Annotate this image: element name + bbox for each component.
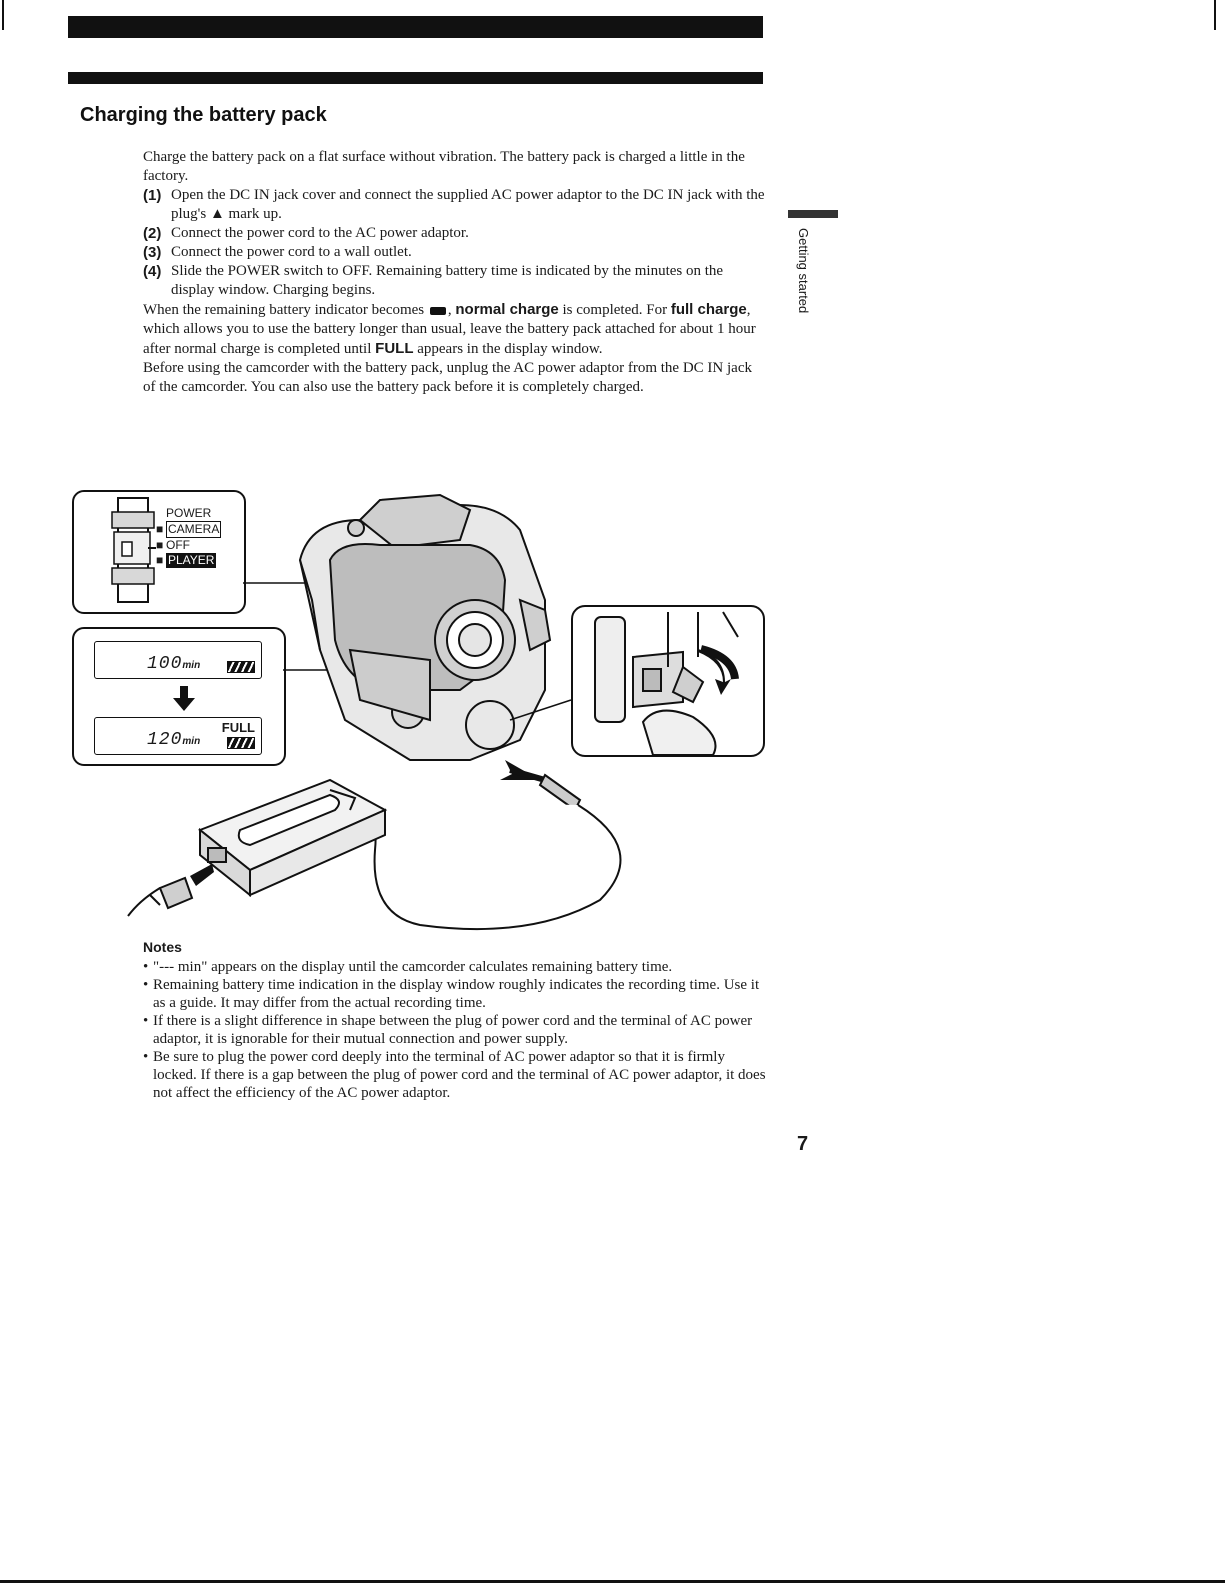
minutes-unit: min [182, 660, 201, 671]
note-item: • "--- min" appears on the display until the camcorder calculates remaining battery time. [143, 958, 768, 976]
step-text: Connect the power cord to a wall outlet. [171, 244, 412, 260]
dc-in-detail-panel [571, 605, 765, 757]
power-switch-labels: POWER ■ CAMERA ■ OFF ■ PLAYER [156, 506, 220, 567]
power-label: POWER [166, 506, 212, 520]
remaining-minutes: 100 [147, 654, 183, 674]
step-text: Open the DC IN jack cover and connect the supplied AC power adaptor to the DC IN jack with the plug's ▲ mark up. [171, 187, 765, 222]
section-tab [784, 228, 811, 328]
lcd-before [94, 641, 262, 679]
position-player: PLAYER [168, 553, 215, 567]
remaining-minutes: 120 [147, 730, 183, 750]
intro-paragraph: Charge the battery pack on a flat surface without vibration. The battery pack is charged a little in the factory. [143, 149, 745, 184]
notes-section [143, 938, 768, 1102]
page-number: 7 [797, 1133, 809, 1155]
battery-level-icon [227, 661, 255, 673]
notes-list [143, 958, 768, 1102]
step-number: (3) [143, 244, 162, 261]
step-text: Slide the POWER switch to OFF. Remaining battery time is indicated by the minutes on the display window. Charging begins. [171, 263, 724, 298]
full-term: FULL [375, 340, 414, 357]
crop-mark-right [1214, 0, 1216, 30]
header-bar-top [68, 16, 763, 38]
full-charge-term: full charge [670, 301, 747, 318]
battery-full-icon [430, 307, 446, 315]
charge-paragraph: When the remaining battery indicator becomes , normal charge is completed. For full charge, which allows you to use the battery longer than usual, leave the battery pack attached for about 1 hour after normal charge is completed until FULL appears in the display window. [143, 301, 756, 357]
note-item: • Remaining battery time indication in the display window roughly indicates the recording time. Use it as a guide. It may differ from the actual recording time. [143, 976, 768, 1012]
note-item: • If there is a slight difference in shape between the plug of power cord and the terminal of AC power adaptor, it is ignorable for their mutual connection and power supply. [143, 1012, 768, 1048]
step-number: (2) [143, 225, 162, 242]
section-tab-marker [788, 210, 838, 218]
minutes-unit: min [182, 736, 201, 747]
note-item: • Be sure to plug the power cord deeply into the terminal of AC power adaptor so that it is firmly locked. If there is a gap between the plug of power cord and the terminal of AC power adaptor, it does not affect the efficiency of the AC power adaptor. [143, 1048, 768, 1102]
step-3 [143, 243, 768, 262]
crop-mark-left [2, 0, 4, 30]
step-4 [143, 262, 768, 300]
normal-charge-term: normal charge [455, 301, 559, 318]
full-indicator: FULL [221, 720, 255, 735]
display-window-panel [72, 627, 286, 766]
step-number: (1) [143, 187, 162, 204]
battery-level-icon [227, 737, 255, 749]
instructions [143, 148, 768, 397]
down-arrow-icon [172, 686, 196, 712]
lcd-after [94, 717, 262, 755]
step-number: (4) [143, 263, 162, 280]
dc-in-jack-illustration [573, 607, 763, 755]
page-title: Charging the battery pack [80, 104, 327, 126]
step-1 [143, 186, 768, 224]
step-text: Connect the power cord to the AC power adaptor. [171, 225, 469, 241]
section-tab-label: Getting started [796, 228, 811, 314]
position-off: OFF [166, 538, 190, 552]
header-bar-bottom [68, 72, 763, 84]
position-camera: CAMERA [168, 522, 220, 536]
step-2 [143, 224, 768, 243]
before-paragraph: Before using the camcorder with the battery pack, unplug the AC power adaptor from the DC IN jack of the camcorder. You can also use the battery pack before it is completely charged. [143, 360, 752, 395]
power-switch-panel [72, 490, 246, 614]
notes-heading: Notes [143, 939, 182, 955]
